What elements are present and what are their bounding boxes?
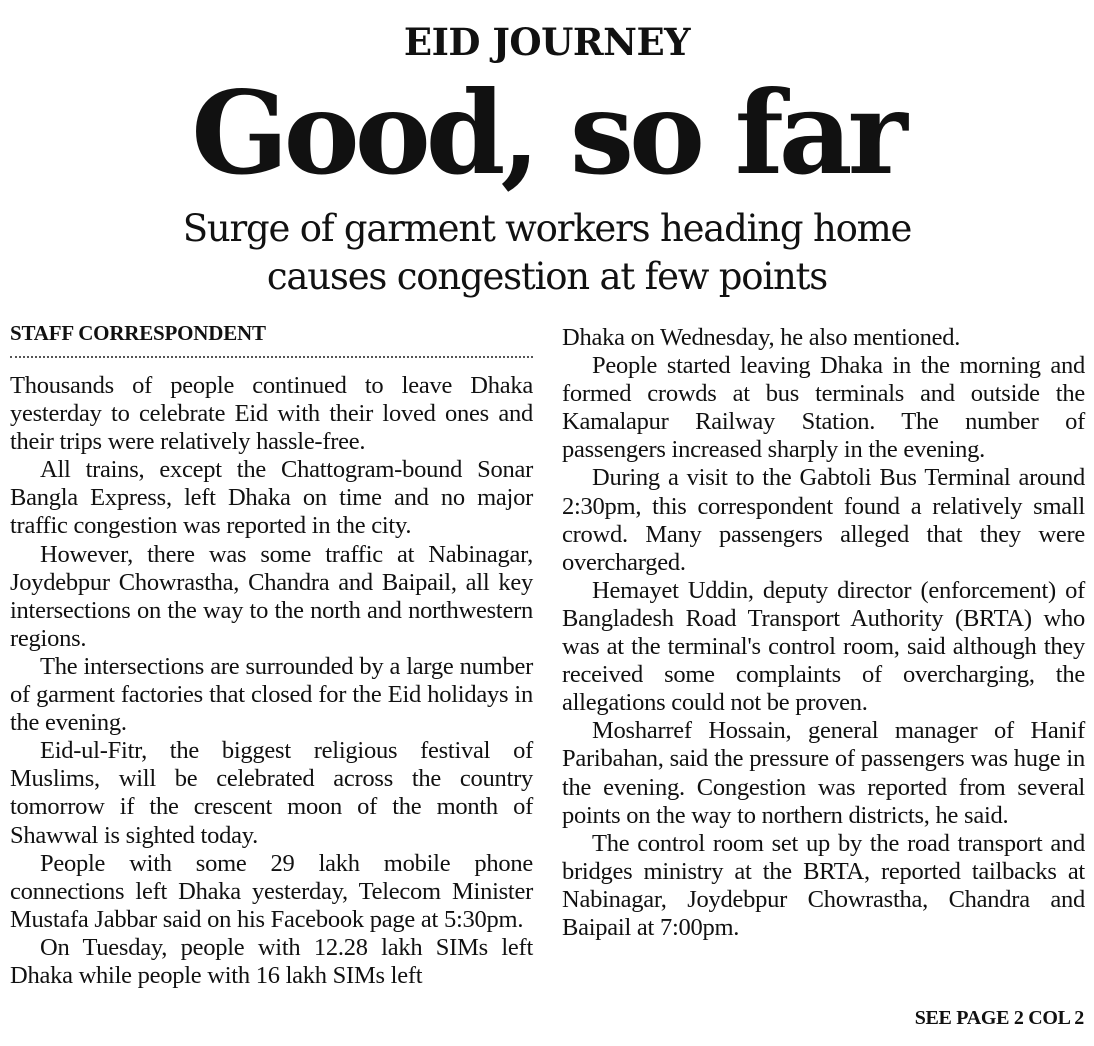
right-column — [562, 324, 1085, 942]
deck-line-2: causes congestion at few points — [266, 255, 828, 298]
paragraph: The control room set up by the road transport and bridges ministry at the BRTA, reported tailbacks at Nabinagar, Joydebpur Chowrastha, Chandra and Baipail at 7:00pm. — [562, 829, 1085, 941]
byline-divider — [10, 356, 533, 358]
headline: Good, so far — [191, 66, 903, 200]
paragraph: People with some 29 lakh mobile phone connections left Dhaka yesterday, Telecom Minister Mustafa Jabbar said on his Facebook page at 5:30pm. — [10, 849, 533, 933]
paragraph: However, there was some traffic at Nabinagar, Joydebpur Chowrastha, Chandra and Baipail, all key intersections on the way to the north and northwestern regions. — [10, 540, 533, 652]
paragraph: On Tuesday, people with 12.28 lakh SIMs left Dhaka while people with 16 lakh SIMs left — [10, 933, 533, 989]
paragraph: Mosharref Hossain, general manager of Hanif Paribahan, said the pressure of passengers was huge in the evening. Congestion was reported from several points on the way to northern districts, he said. — [562, 717, 1085, 829]
paragraph: The intersections are surrounded by a large number of garment factories that closed for the Eid holidays in the evening. — [10, 652, 533, 737]
paragraph: Eid-ul-Fitr, the biggest religious festival of Muslims, will be celebrated across the country tomorrow if the crescent moon of the month of Shawwal is sighted today. — [10, 737, 533, 849]
paragraph: Thousands of people continued to leave Dhaka yesterday to celebrate Eid with their loved ones and their trips were relatively hassle-free. — [10, 372, 533, 456]
continued-on-page: SEE PAGE 2 COL 2 — [914, 1007, 1084, 1029]
paragraph: People started leaving Dhaka in the morning and formed crowds at bus terminals and outside the Kamalapur Railway Station. The number of passengers increased sharply in the evening. — [562, 352, 1085, 464]
byline: STAFF CORRESPONDENT — [10, 321, 266, 345]
paragraph: Dhaka on Wednesday, he also mentioned. — [562, 324, 961, 351]
paragraph: Hemayet Uddin, deputy director (enforcement) of Bangladesh Road Transport Authority (BRTA) who was at the terminal's control room, said although they received some complaints of overcharging, the allegations could not be proven. — [562, 576, 1085, 717]
paragraph: All trains, except the Chattogram-bound Sonar Bangla Express, left Dhaka on time and no major traffic congestion was reported in the city. — [10, 456, 533, 540]
left-column — [10, 372, 533, 990]
deck — [0, 205, 1094, 301]
paragraph: During a visit to the Gabtoli Bus Terminal around 2:30pm, this correspondent found a relatively small crowd. Many passengers alleged that they were overcharged. — [562, 464, 1085, 576]
kicker: EID JOURNEY — [403, 20, 691, 64]
deck-line-1: Surge of garment workers heading home — [182, 207, 912, 250]
